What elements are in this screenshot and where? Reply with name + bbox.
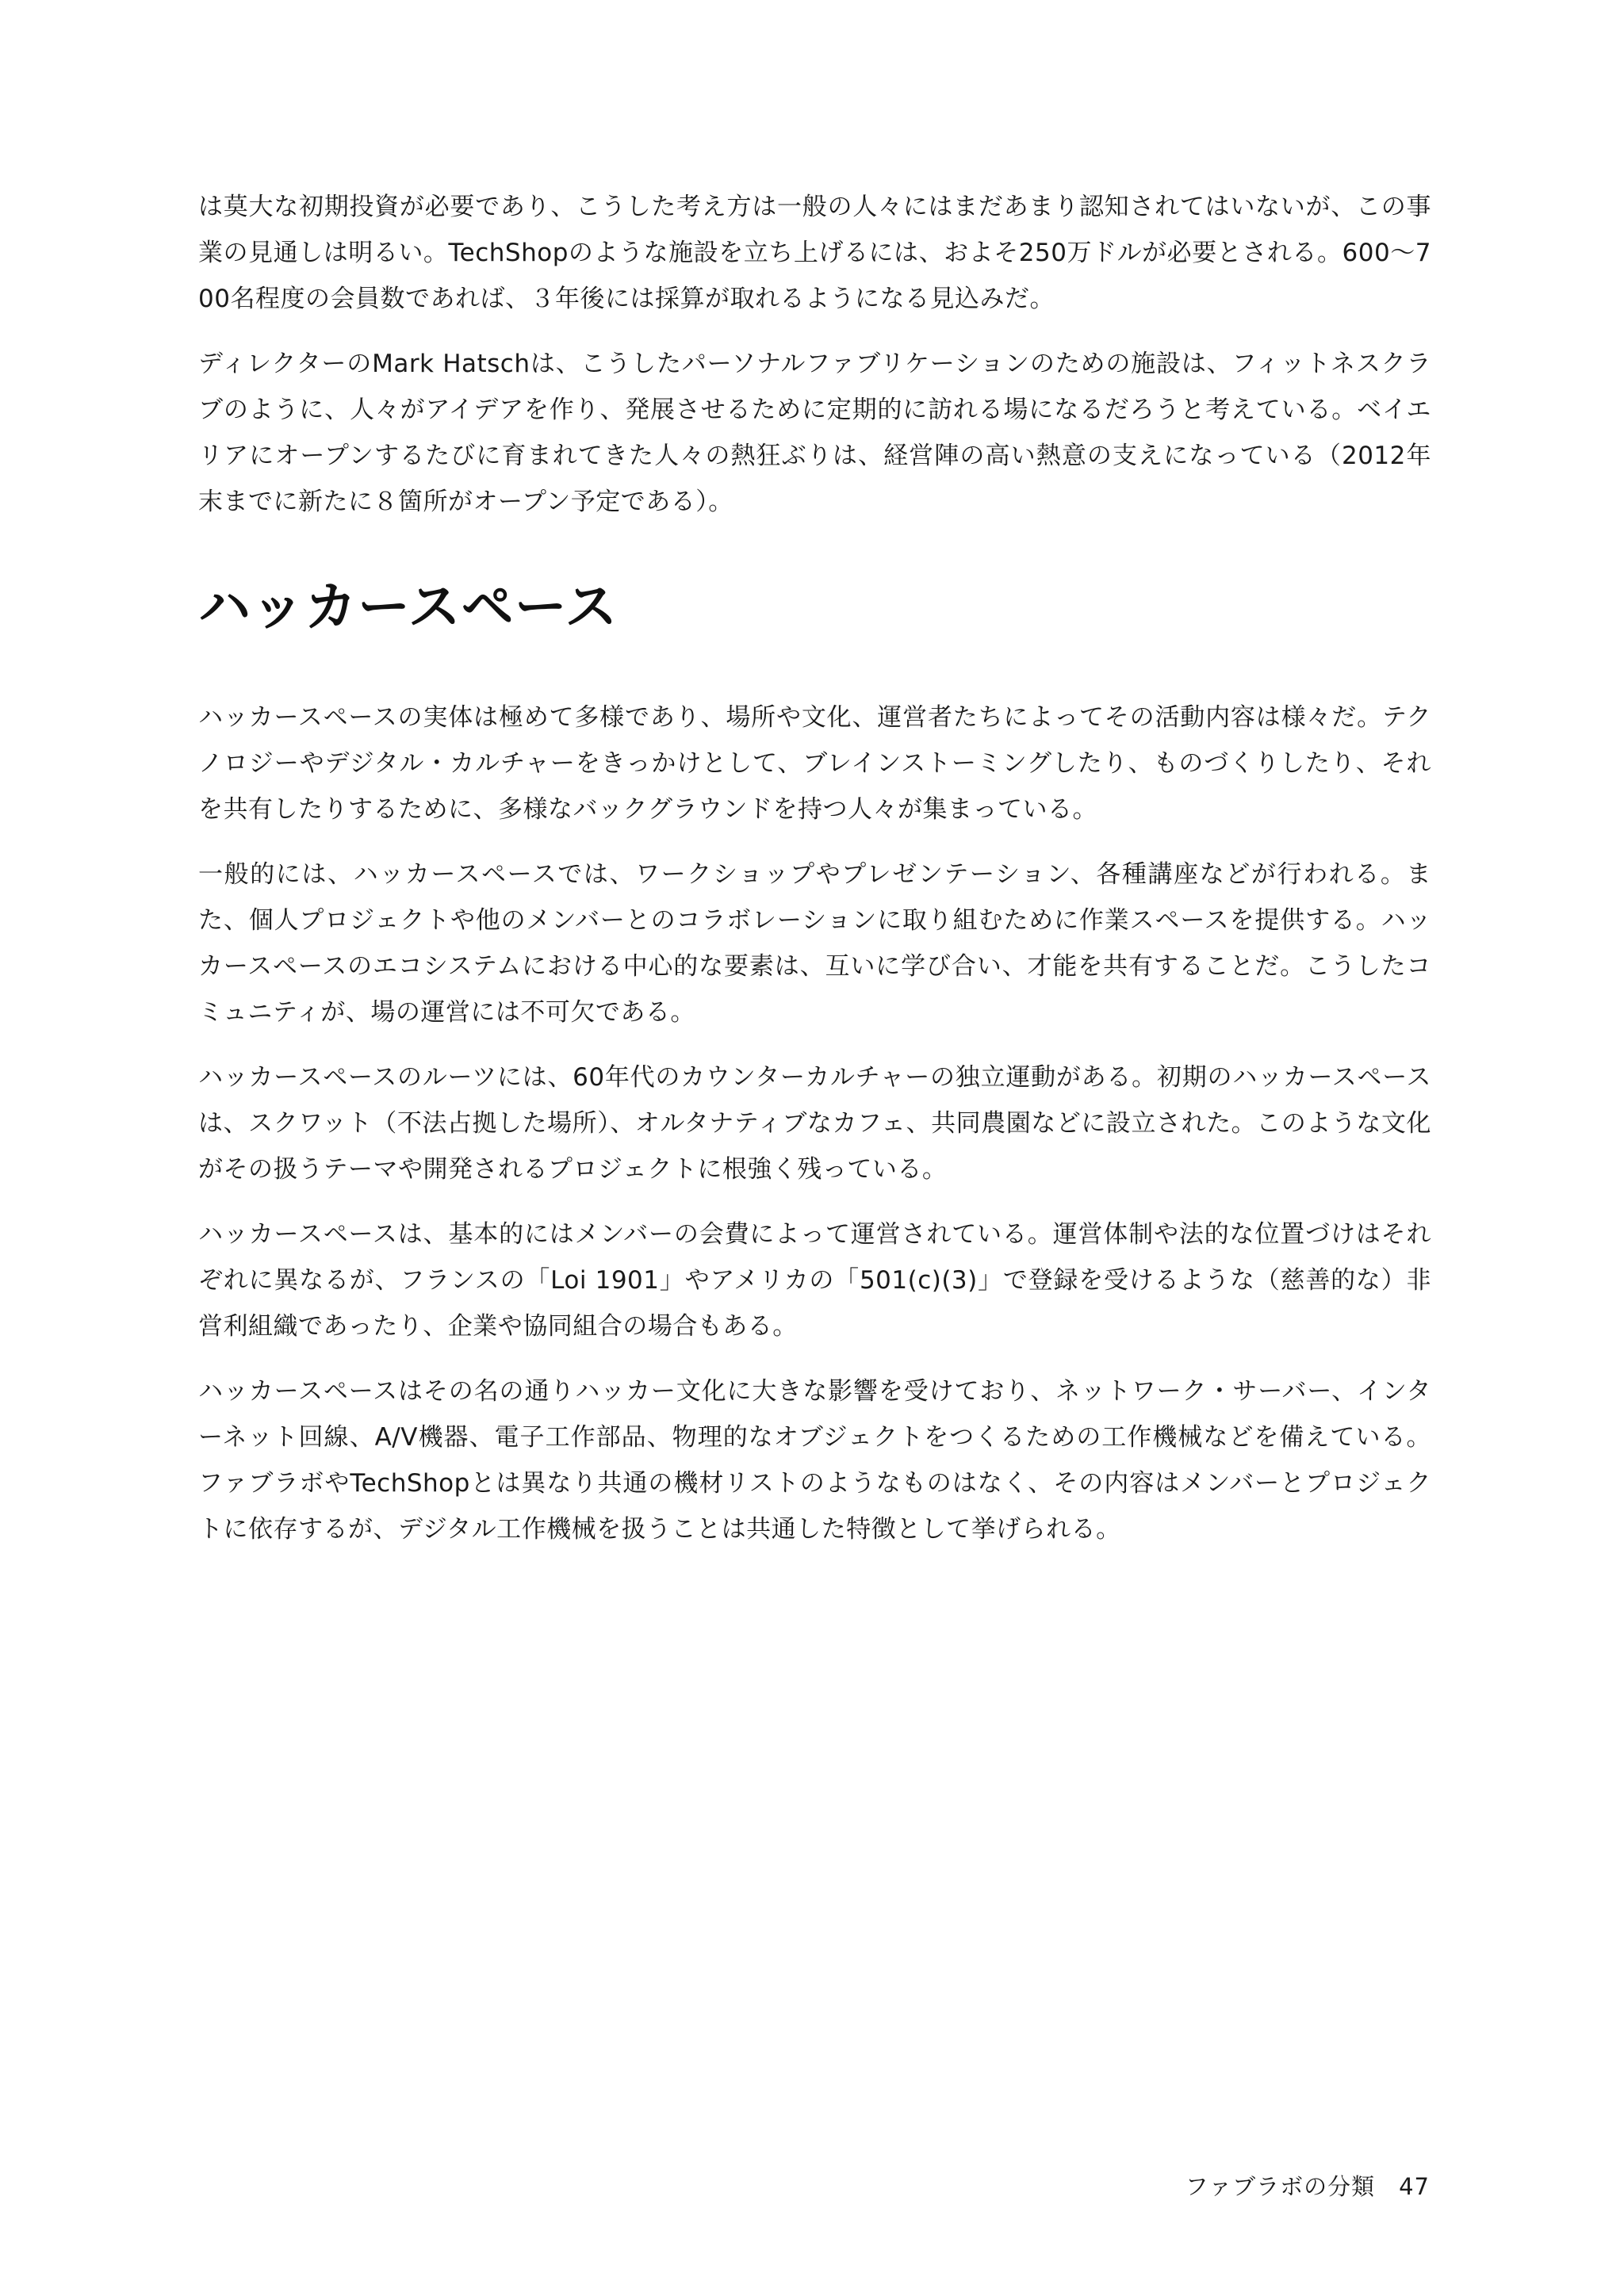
page-number: 47 <box>1399 2173 1430 2200</box>
body-paragraph: ハッカースペースはその名の通りハッカー文化に大きな影響を受けており、ネットワーク・サーバー、インターネット回線、A/V機器、電子工作部品、物理的なオブジェクトをつくるための工作機械などを備えている。ファブラボやTechShopとは異なり共通の機材リストのようなものはなく、その内容はメンバーとプロジェクトに依存するが、デジタル工作機械を扱うことは共通した特徴として挙げられる。 <box>198 1377 1431 1544</box>
body-paragraph: ディレクターのMark Hatschは、こうしたパーソナルファブリケーションのための施設は、フィットネスクラブのように、人々がアイデアを作り、発展させるために定期的に訪れる場になるだろうと考えている。ベイエリアにオープンするたびに育まれてきた人々の熱狂ぶりは、経営陣の高い熱意の支えになっている（2012年末までに新たに８箇所がオープン予定である）。 <box>198 350 1431 516</box>
body-paragraph: ハッカースペースは、基本的にはメンバーの会費によって運営されている。運営体制や法的な位置づけはそれぞれに異なるが、フランスの「Loi 1901」やアメリカの「501(c)(3)」で登録を受けるような（慈善的な）非営利組織であったり、企業や協同組合の場合もある。 <box>198 1220 1431 1341</box>
body-paragraph: ハッカースペースのルーツには、60年代のカウンターカルチャーの独立運動がある。初期のハッカースペースは、スクワット（不法占拠した場所）、オルタナティブなカフェ、共同農園などに設立された。このような文化がその扱うテーマや開発されるプロジェクトに根強く残っている。 <box>198 1063 1431 1184</box>
section-heading: ハッカースペース <box>198 576 619 637</box>
body-paragraph: は莫大な初期投資が必要であり、こうした考え方は一般の人々にはまだあまり認知されてはいないが、この事業の見通しは明るい。TechShopのような施設を立ち上げるには、およそ250万ドルが必要とされる。600〜700名程度の会員数であれば、３年後には採算が取れるようになる見込みだ。 <box>198 193 1431 313</box>
page-footer <box>1185 2171 1430 2202</box>
text-column <box>198 184 1431 1552</box>
body-paragraph: 一般的には、ハッカースペースでは、ワークショップやプレゼンテーション、各種講座などが行われる。また、個人プロジェクトや他のメンバーとのコラボレーションに取り組むために作業スペースを提供する。ハッカースペースのエコシステムにおける中心的な要素は、互いに学び合い、才能を共有することだ。こうしたコミュニティが、場の運営には不可欠である。 <box>198 860 1431 1027</box>
body-paragraph: ハッカースペースの実体は極めて多様であり、場所や文化、運営者たちによってその活動内容は様々だ。テクノロジーやデジタル・カルチャーをきっかけとして、ブレインストーミングしたり、ものづくりしたり、それを共有したりするために、多様なバックグラウンドを持つ人々が集まっている。 <box>198 703 1431 824</box>
running-chapter-title: ファブラボの分類 <box>1185 2173 1376 2200</box>
